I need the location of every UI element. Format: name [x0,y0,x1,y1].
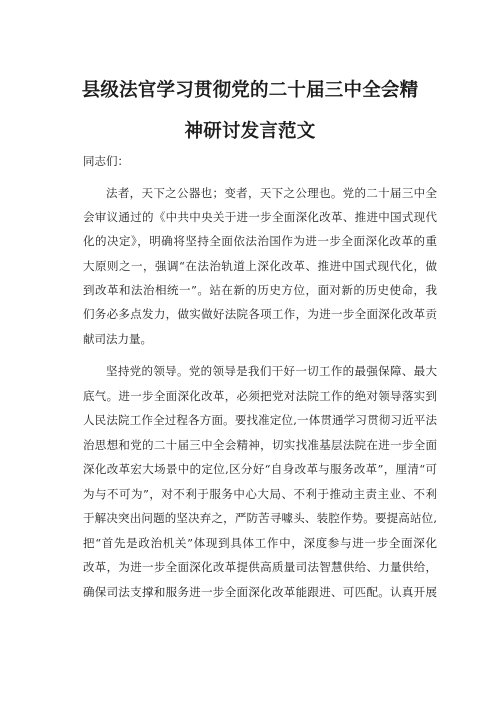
document-title-line-2: 神研讨发言范文 [184,121,316,142]
paragraph-2-line: 改革，为进一步全面深化改革提供高质量司法智慧供给、力量供给， [83,560,437,574]
paragraph-2-line: 把“首先是政治机关”体现到具体工作中，深度参与进一步全面深化 [83,536,437,550]
paragraph-1-line: 大原则之一，强调“在法治轨道上深化改革、推进中国式现代化，做 [83,259,437,273]
paragraph-1-line: 到改革和法治相统一”。站在新的历史方位，面对新的历史使命，我 [83,283,437,297]
paragraph-1-line: 献司法力量。 [83,332,152,346]
paragraph-1-line: 会审议通过的《中共中央关于进一步全面深化改革、推进中国式现代 [83,210,437,224]
salutation: 同志们： [83,154,129,168]
paragraph-2-line: 治思想和党的二十届三中全会精神，切实找准基层法院在进一步全面 [83,438,437,452]
paragraph-1-line: 法者，天下之公器也；变者，天下之公理也。党的二十届三中全 [106,186,437,200]
paragraph-2-line: 于解决突出问题的坚决弃之，严防苦寻噱头、装腔作势。要提高站位, [83,511,437,525]
paragraph-2-line: 深化改革宏大场景中的定位,区分好“自身改革与服务改革”，厘清“可 [83,462,437,476]
paragraph-2-line: 确保司法支撑和服务进一步全面深化改革能跟进、可匹配。认真开展 [83,585,437,599]
paragraph-1-line: 们务必多点发力，做实做好法院各项工作，为进一步全面深化改革贡 [83,307,437,321]
paragraph-2-line: 为与不可为”，对不利于服务中心大局、不利于推动主责主业、不利 [83,487,437,501]
paragraph-2-line: 人民法院工作全过程各方面。要找准定位,一体贯通学习贯彻习近平法 [83,413,437,427]
document-title-line-1: 县级法官学习贯彻党的二十届三中全会精 [81,80,419,101]
paragraph-2-line: 坚持党的领导。党的领导是我们干好一切工作的最强保障、最大 [106,364,437,378]
paragraph-1-line: 化的决定》，明确将坚持全面依法治国作为进一步全面深化改革的重 [83,234,437,248]
paragraph-2-line: 底气。进一步全面深化改革，必须把党对法院工作的绝对领导落实到 [83,389,437,403]
